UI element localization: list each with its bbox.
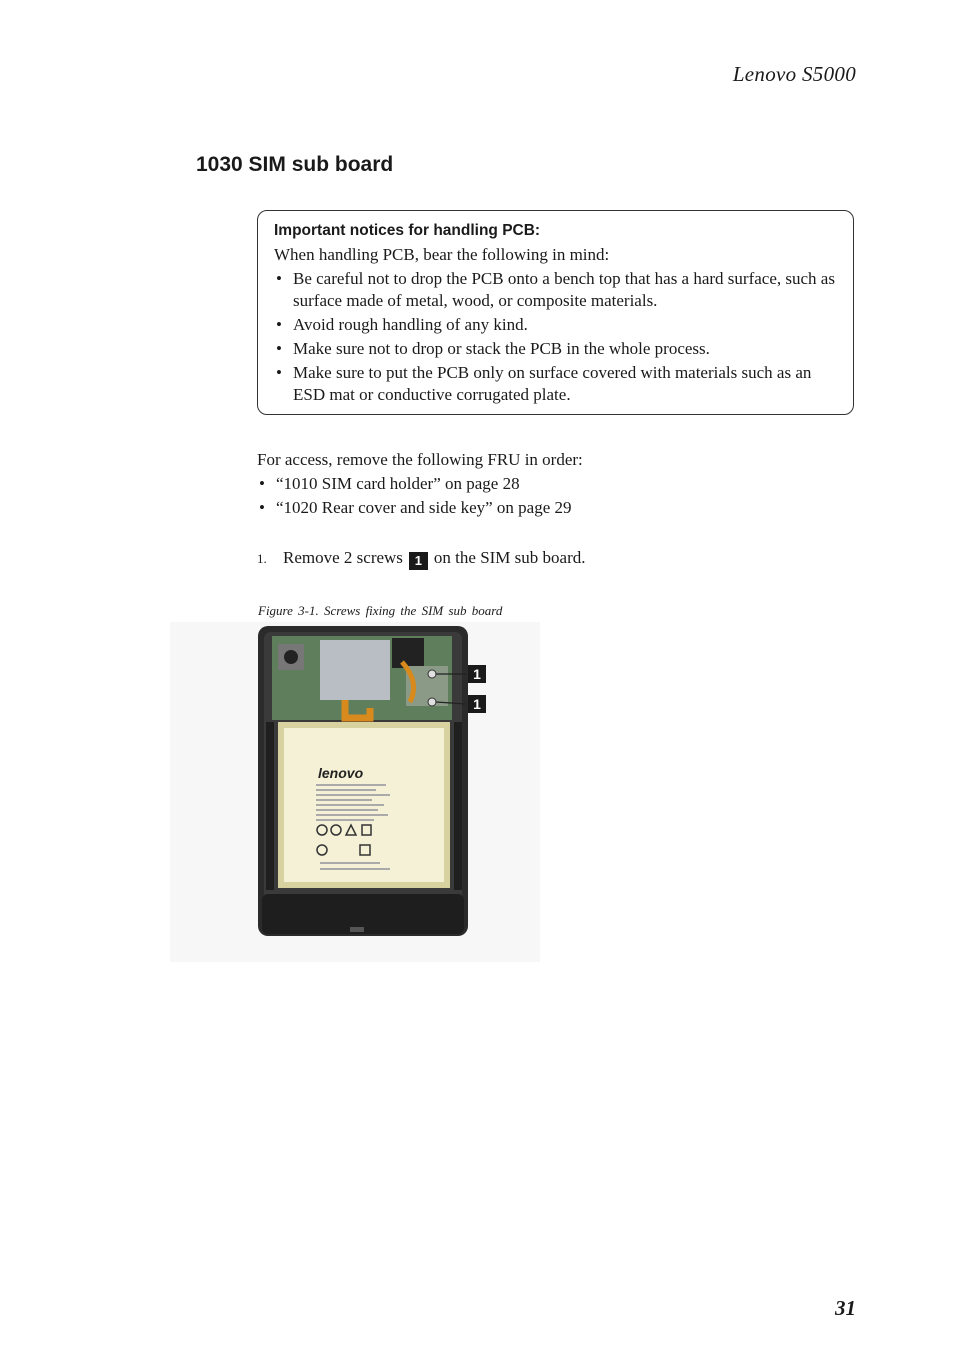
access-intro: For access, remove the following FRU in order: [257,450,583,469]
notice-item-text: Make sure not to drop or stack the PCB in the whole process. [293,339,710,358]
access-instructions [257,449,857,521]
fru-list [257,473,857,519]
notice-item-text: Make sure to put the PCB only on surface covered with materials such as an ESD mat or conductive corrugated plate. [293,363,812,404]
fru-link[interactable]: “1010 SIM card holder” on page 28 [276,474,520,493]
bullet-icon: • [276,363,282,382]
callout-number: 1 [473,666,481,682]
notice-item [274,362,837,406]
callout-number: 1 [473,696,481,712]
step-text-after: on the SIM sub board. [433,548,586,567]
notice-intro: When handling PCB, bear the following in mind: [274,245,610,264]
notice-item [274,314,837,336]
tablet-illustration [170,622,540,962]
step-text-before: Remove 2 screws [283,548,403,567]
screw-icon [428,670,436,678]
device-right-edge [454,722,462,890]
fru-item [257,473,857,495]
page-number: 31 [835,1296,856,1320]
callout-badge: 1 [409,552,428,570]
usb-port [350,927,364,932]
bullet-icon: • [259,498,265,517]
step-1 [257,547,586,570]
notice-item-text: Avoid rough handling of any kind. [293,315,528,334]
battery-logo: lenovo [318,765,364,781]
camera-lens-icon [284,650,298,664]
bullet-icon: • [276,269,282,288]
notice-title: Important notices for handling PCB: [274,222,541,239]
connector-block [392,638,424,668]
fru-link[interactable]: “1020 Rear cover and side key” on page 29 [276,498,572,517]
bullet-icon: • [276,315,282,334]
shield-can [320,640,390,700]
notice-item [274,268,837,312]
figure-phone-image [170,622,540,962]
bullet-icon: • [259,474,265,493]
running-header: Lenovo S5000 [732,62,856,86]
screw-icon [428,698,436,706]
notice-list [274,268,837,406]
pcb-notice-box [257,210,854,415]
fru-item [257,497,857,519]
notice-item [274,338,837,360]
figure-caption: Figure 3-1. Screws fixing the SIM sub board [258,603,503,618]
bullet-icon: • [276,339,282,358]
section-title: 1030 SIM sub board [196,153,394,176]
notice-item-text: Be careful not to drop the PCB onto a bench top that has a hard surface, such as surface made of metal, wood, or composite materials. [293,269,835,310]
step-number: 1. [257,551,267,566]
device-left-edge [266,722,274,890]
